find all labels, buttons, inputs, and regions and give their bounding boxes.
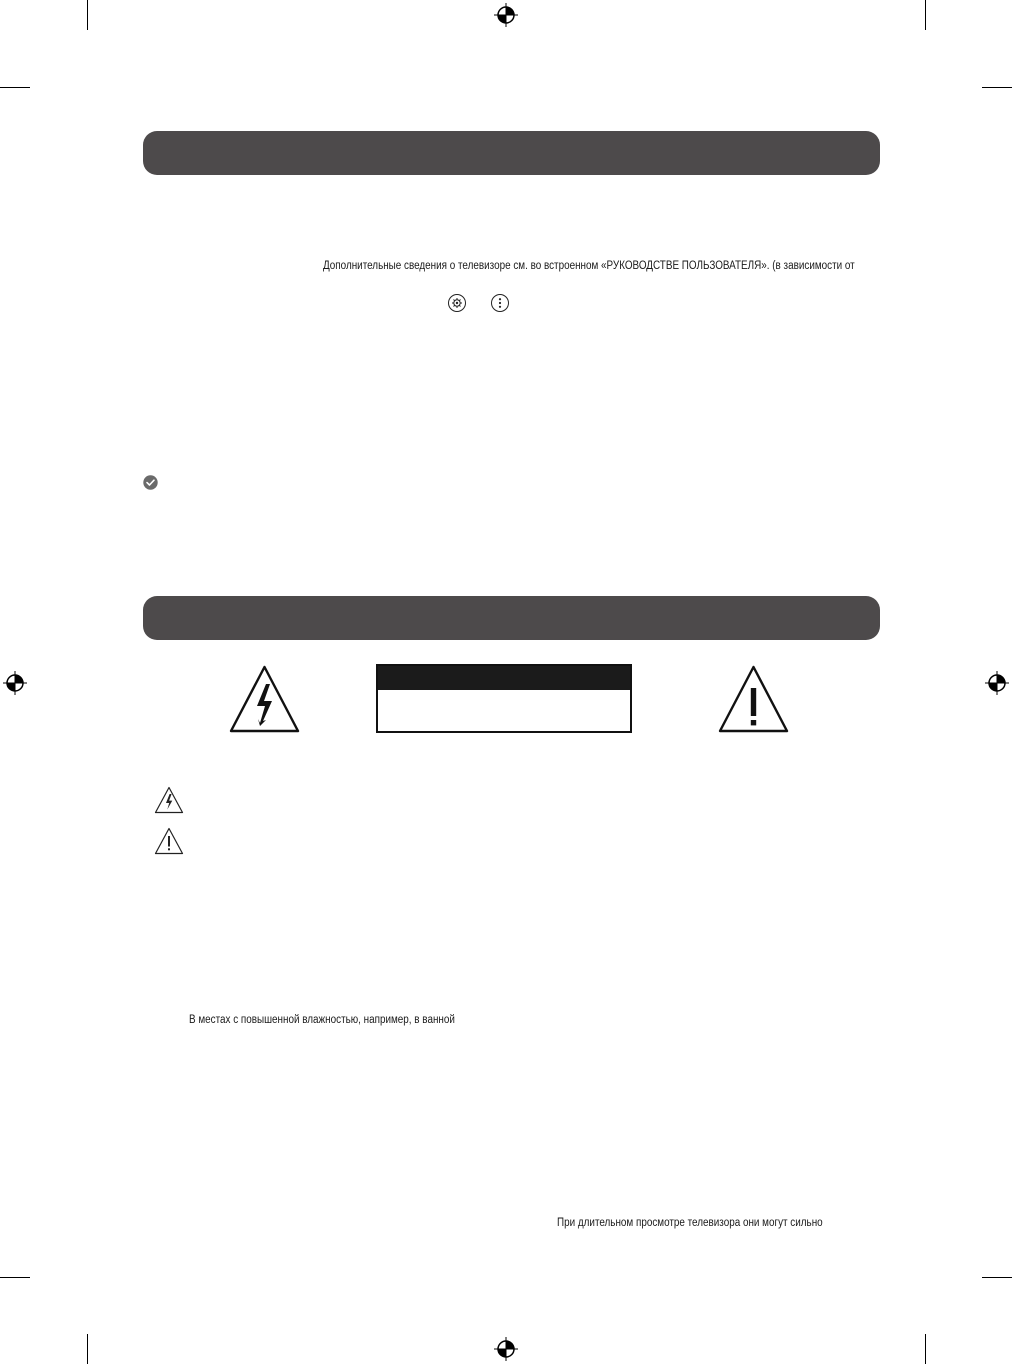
crop-mark-bottom-right-horizontal bbox=[982, 1277, 1012, 1278]
viewing-warning-text: При длительном просмотре телевизора они могут сильно bbox=[557, 1217, 823, 1229]
more-vertical-icon bbox=[491, 294, 509, 312]
section-header-bar bbox=[143, 596, 880, 640]
caution-label-box bbox=[376, 664, 632, 733]
humidity-warning-text: В местах с повышенной влажностью, например, в ванной bbox=[189, 1014, 455, 1026]
section-header-bar bbox=[143, 131, 880, 175]
crop-mark-bottom-left-horizontal bbox=[0, 1277, 30, 1278]
crop-mark-bottom-right-vertical bbox=[925, 1334, 926, 1364]
electric-shock-warning-icon bbox=[154, 786, 184, 814]
intro-text: Дополнительные сведения о телевизоре см. во встроенном «РУКОВОДСТВЕ ПОЛЬЗОВАТЕЛЯ». (в зависимости от bbox=[323, 260, 855, 272]
gear-icon bbox=[448, 294, 466, 312]
exclamation-warning-icon bbox=[717, 664, 790, 734]
registration-mark-icon bbox=[494, 1337, 518, 1361]
registration-mark-icon bbox=[494, 3, 518, 27]
check-circle-icon bbox=[143, 475, 158, 490]
crop-mark-bottom-left-vertical bbox=[87, 1334, 88, 1364]
crop-mark-top-right-vertical bbox=[925, 0, 926, 30]
caution-label-header bbox=[378, 666, 630, 690]
crop-mark-top-right-horizontal bbox=[982, 87, 1012, 88]
electric-shock-warning-icon bbox=[228, 664, 301, 734]
exclamation-warning-icon bbox=[154, 827, 184, 855]
crop-mark-top-left-vertical bbox=[87, 0, 88, 30]
registration-mark-icon bbox=[3, 671, 27, 695]
registration-mark-icon bbox=[985, 671, 1009, 695]
crop-mark-top-left-horizontal bbox=[0, 87, 30, 88]
